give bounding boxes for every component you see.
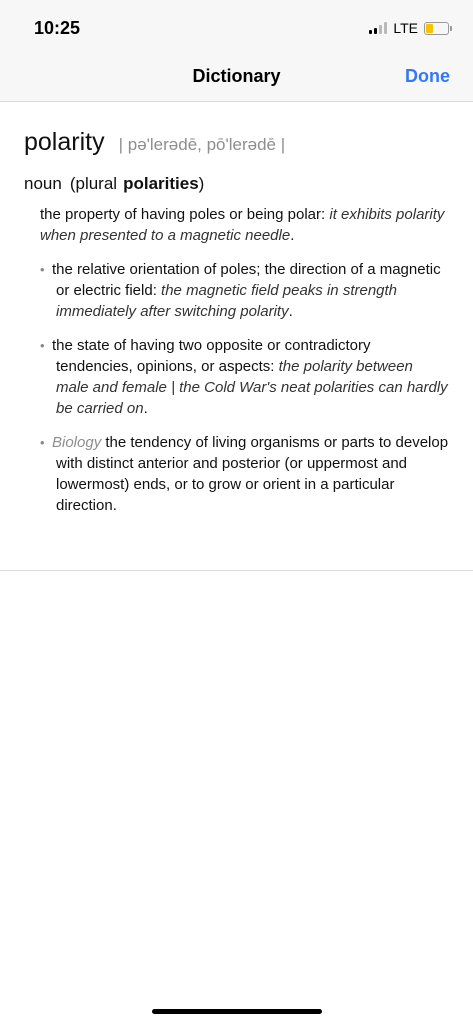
part-of-speech-line xyxy=(24,174,449,194)
pronunciation: | pə'lerədē, pō'lerədē | xyxy=(118,135,286,154)
sense-example: the magnetic field peaks in strength immediately after switching polarity xyxy=(56,282,398,320)
bullet-icon: • xyxy=(40,338,45,353)
divider xyxy=(0,570,473,571)
header-area xyxy=(0,0,473,102)
home-indicator[interactable] xyxy=(152,1009,322,1014)
sense-3 xyxy=(40,335,449,419)
sense-end: . xyxy=(288,303,293,320)
sense-1 xyxy=(40,204,449,246)
status-indicators xyxy=(369,20,449,36)
sense-definition: the state of having two opposite or contradictory tendencies, opinions, or aspects: xyxy=(52,337,371,375)
headword-line xyxy=(24,128,449,157)
bullet-icon: • xyxy=(40,435,45,450)
page-title: Dictionary xyxy=(192,66,281,86)
battery-icon xyxy=(424,22,449,35)
sense-4 xyxy=(40,432,449,516)
sense-example: it exhibits polarity when presented to a magnetic needle xyxy=(40,206,445,244)
plural-label: (plural xyxy=(69,174,118,193)
sense-definition: the tendency of living organisms or parts to develop with distinct anterior and posterior (or uppermost and lowermost) ends, or to grow or orient in a particular direction. xyxy=(56,434,449,514)
cellular-signal-icon xyxy=(369,22,387,34)
network-type-label: LTE xyxy=(393,20,418,36)
headword: polarity xyxy=(24,128,105,156)
sense-example: the polarity between male and female | the Cold War's neat polarities can hardly be carried on xyxy=(56,358,448,417)
dictionary-entry xyxy=(0,128,473,516)
plural-form: polarities xyxy=(123,174,199,193)
sense-2 xyxy=(40,259,449,322)
battery-fill xyxy=(426,24,433,33)
status-bar xyxy=(0,0,473,56)
bullet-icon: • xyxy=(40,262,45,277)
plural-close: ) xyxy=(198,174,205,193)
sense-definition: the relative orientation of poles; the direction of a magnetic or electric field: xyxy=(52,261,441,299)
navigation-bar xyxy=(0,56,473,100)
done-button[interactable]: Done xyxy=(405,66,450,86)
domain-label: Biology xyxy=(52,434,102,451)
status-time: 10:25 xyxy=(34,18,81,38)
sense-end: . xyxy=(290,227,295,244)
sense-definition: the property of having poles or being polar: xyxy=(40,206,326,223)
battery-nub xyxy=(450,26,452,31)
sense-end: . xyxy=(143,400,148,417)
part-of-speech: noun xyxy=(24,174,62,193)
sense-list xyxy=(40,204,449,516)
